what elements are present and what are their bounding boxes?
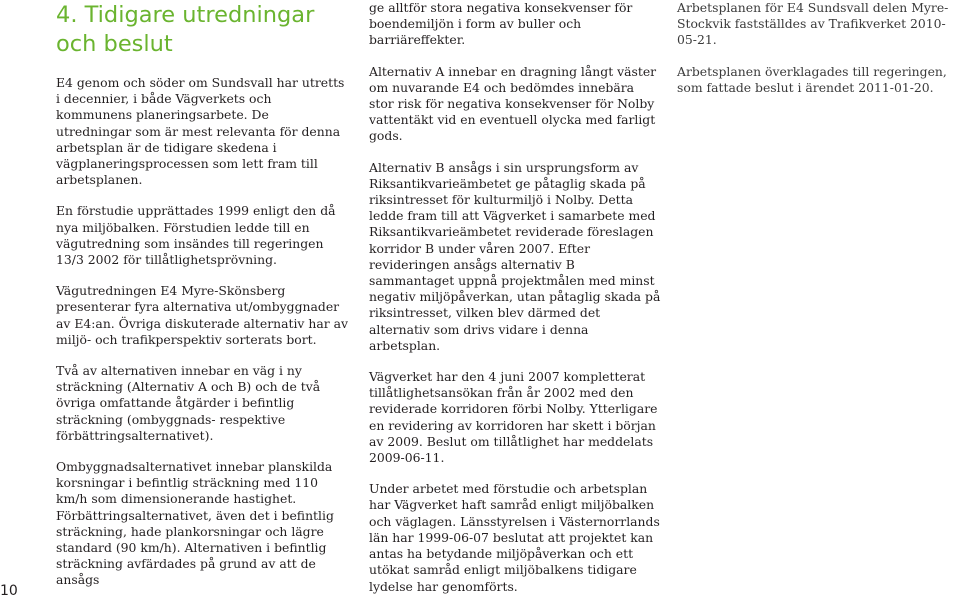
column-3 [677,0,959,111]
paragraph-alternativ: Två av alternativen innebar en väg i ny sträckning (Alternativ A och B) och de två övriga omfattande åtgärder i befintlig sträckning (ombyggnads- respektive förbättringsalternativet). [56,363,321,443]
paragraph-intro: E4 genom och söder om Sundsvall har utretts i decennier, i både Vägverkets och kommunens planeringsarbete. De utredningar som är mest relevanta för denna arbetsplan är de tidigare skedena i vägplaneringsprocessen som lett fram till arbetsplanen. [56,75,345,188]
section-heading: 4. Tidigare utredningar och beslut [56,2,315,57]
paragraph-ombyggnad: Ombyggnadsalternativet innebar planskilda korsningar i befintlig sträckning med 110 km/h som dimensionerande hastighet. Förbättringsalternativet, även det i befintlig sträckning, hade plankorsningar och lägre standard (90 km/h). Alternativen i befintlig sträckning avfärdades på grund av att de ansågs [56,459,334,588]
paragraph-faststalld: Arbetsplanen för E4 Sundsvall delen Myre- Stockvik fastställdes av Trafikverket 2010-05-21. [677,0,949,48]
paragraph-overklagad: Arbetsplanen överklagades till regeringen, som fattade beslut i ärendet 2011-01-20. [677,63,947,95]
paragraph-vagutredning: Vägutredningen E4 Myre-Skönsberg presenterar fyra alternativa ut/ombyggnader av E4:an. Övriga diskuterade alternativ har av miljö- och trafikperspektiv sorterats bort. [56,283,348,347]
paragraph-tillatlighet: Vägverket har den 4 juni 2007 kompletterat tillåtlighetsansökan från år 2002 med den reviderade korridoren förbi Nolby. Ytterligare en revidering av korridoren har skett i början av 2009. Beslut om tillåtlighet har meddelats 2009-06-11. [369,369,658,466]
page-number: 10 [0,583,18,599]
paragraph-alternativ-b: Alternativ B ansågs i sin ursprungsform av Riksantikvarieämbetet ge påtaglig skada på riksintresset för kulturmiljö i Nolby. Detta ledde fram till att Vägverket i samarbete med Riksantikvarieämbetet reviderade föreslagen korridor B under våren 2007. Efter revideringen ansågs alternativ B sammantaget uppnå projektmålen med minst negativ miljöpåverkan, utan påtaglig skada på riksintresset, vilken blev därmed det alternativ som drivs vidare i denna arbetsplan. [369,159,661,353]
paragraph-continuation: ge alltför stora negativa konsekvenser för boendemiljön i form av buller och barriäreffekter. [369,0,633,48]
paragraph-alternativ-a: Alternativ A innebar en dragning långt väster om nuvarande E4 och bedömdes innebära stor risk för negativa konsekvenser för Nolby vattentäkt vid en eventuell olycka med farligt gods. [369,63,657,144]
column-1 [56,0,348,604]
paragraph-forstudie: En förstudie upprättades 1999 enligt den då nya miljöbalken. Förstudien ledde till en vägutredning som insändes till regeringen 13/3 2002 för tillåtlighetsprövning. [56,203,336,268]
paragraph-samrad: Under arbetet med förstudie och arbetsplan har Vägverket haft samråd enligt miljöbalken och väglagen. Länsstyrelsen i Västernorrlands län har 1999-06-07 beslutat att projektet kan antas ha betydande miljöpåverkan och ett utökat samråd enligt miljöbalkens tidigare lydelse har genomförts. [369,481,660,594]
column-2 [369,0,661,610]
